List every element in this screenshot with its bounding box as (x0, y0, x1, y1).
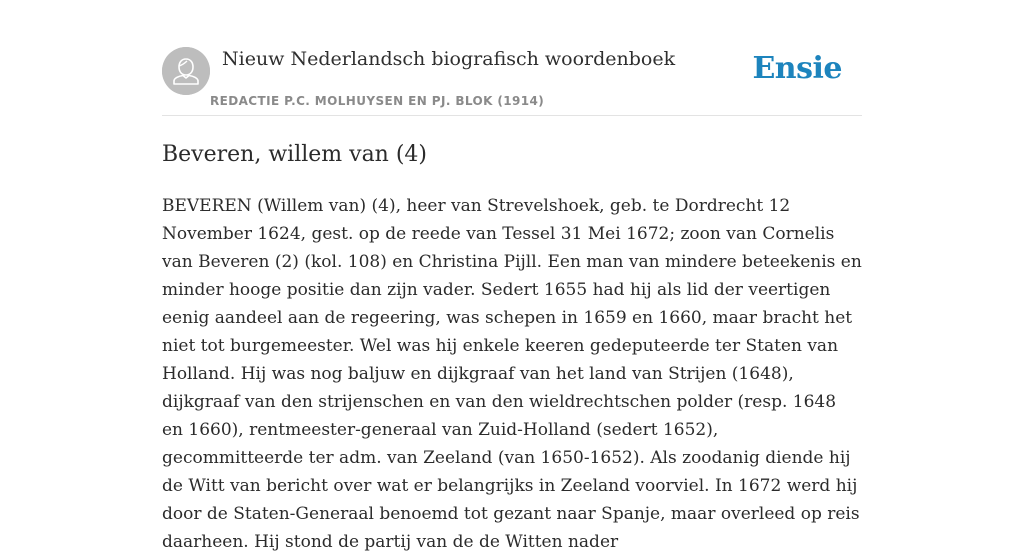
book-title[interactable]: Nieuw Nederlandsch biografisch woordenboek (222, 48, 676, 70)
ensie-logo[interactable]: Ensie (752, 51, 842, 86)
user-avatar-icon[interactable] (162, 47, 210, 95)
book-editors: REDACTIE P.C. MOLHUYSEN EN PJ. BLOK (1914) (210, 94, 545, 108)
entry-body-text: BEVEREN (Willem van) (4), heer van Strevelshoek, geb. te Dordrecht 12 November 1624, gest. op de reede van Tessel 31 Mei 1672; zoon van Cornelis van Beveren (2) (kol. 108) en Christina Pijll. Een man van mindere beteekenis en minder hooge positie dan zijn vader. Sedert 1655 had hij als lid der veertigen eenig aandeel aan de regeering, was schepen in 1659 en 1660, maar bracht het niet tot burgemeester. Wel was hij enkele keeren gedeputeerde ter Staten van Holland. Hij was nog baljuw en dijkgraaf van het land van Strijen (1648), dijkgraaf van den strijenschen en van den wieldrechtschen polder (resp. 1648 en 1660), rentmeester-generaal van Zuid-Holland (sedert 1652), gecommitteerde ter adm. van Zeeland (van 1650-1652). Als zoodanig diende hij de Witt van bericht over wat er belangrijks in Zeeland voorviel. In 1672 werd hij door de Staten-Generaal benoemd tot gezant naar Spanje, maar overleed op reis daarheen. Hij stond de partij van de de Witten nader (162, 196, 862, 552)
book-header (162, 47, 862, 116)
entry-title: Beveren, willem van (4) (162, 142, 428, 167)
user-silhouette-icon (162, 47, 210, 95)
